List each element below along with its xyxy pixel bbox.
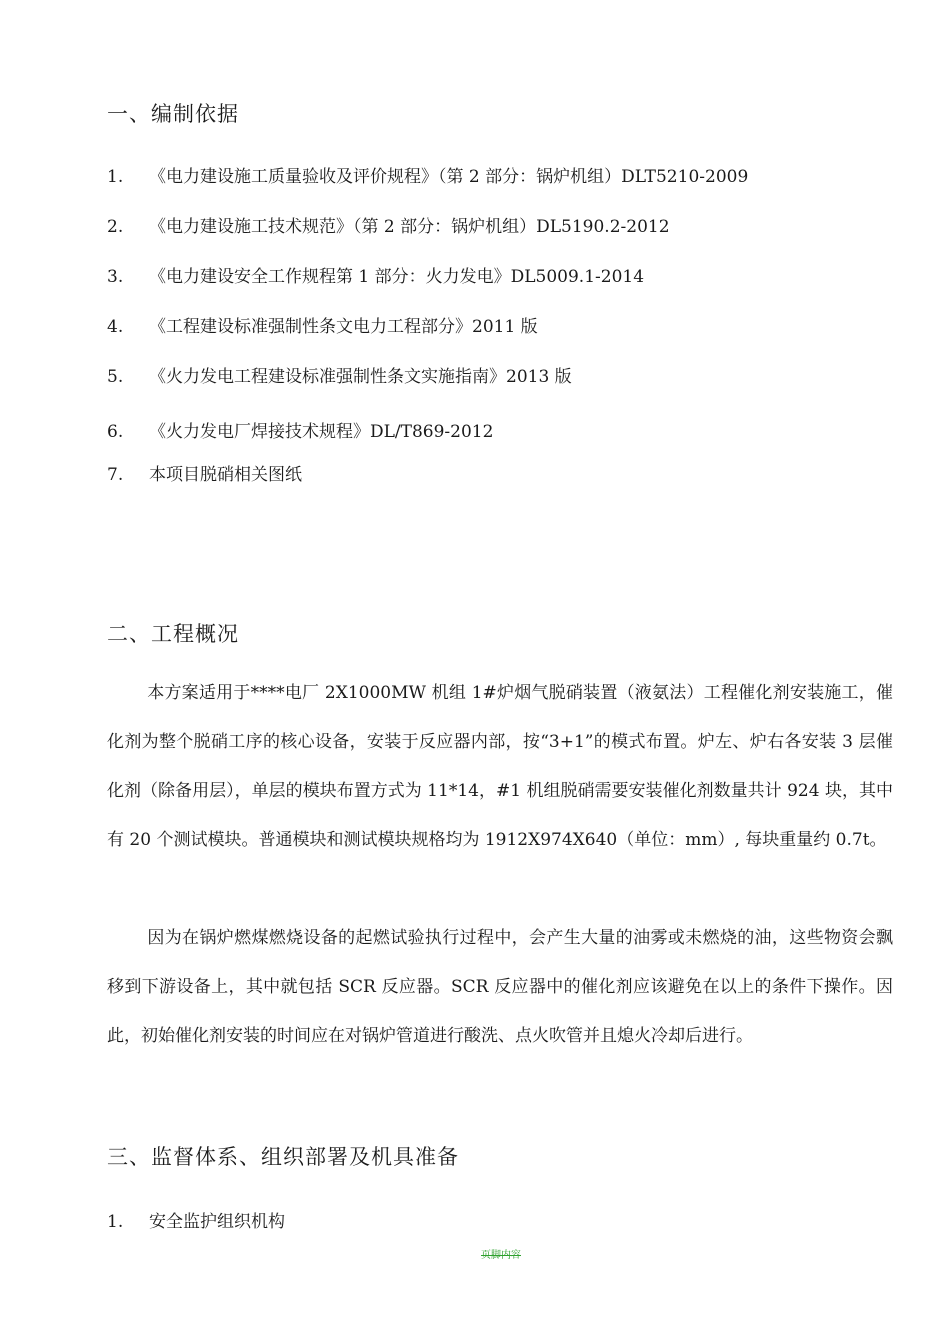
- list-item-text: 《电力建设安全工作规程第 1 部分：火力发电》DL5009.1-2014: [149, 267, 645, 287]
- section2-heading: 二、工程概况: [107, 622, 239, 646]
- paragraph: [107, 669, 893, 865]
- section1-heading: 一、编制依据: [107, 102, 239, 126]
- list-item: [107, 460, 302, 485]
- list-item-text: 《火力发电厂焊接技术规程》DL/T869-2012: [149, 422, 494, 442]
- list-item: [107, 312, 538, 337]
- list-item-text: 《电力建设施工技术规范》（第 2 部分：锅炉机组）DL5190.2-2012: [149, 217, 670, 237]
- list-item-number: 6.: [107, 422, 124, 442]
- section3-heading: 三、监督体系、组织部署及机具准备: [107, 1145, 459, 1169]
- list-item-number: 7.: [107, 465, 124, 485]
- list-item-number: 4.: [107, 317, 124, 337]
- list-item-text: 《工程建设标准强制性条文电力工程部分》2011 版: [149, 317, 538, 337]
- list-item-text: 本项目脱硝相关图纸: [149, 465, 302, 485]
- list-item-text: 《火力发电工程建设标准强制性条文实施指南》2013 版: [149, 367, 572, 387]
- list-item: [107, 212, 670, 237]
- list-item-number: 1.: [107, 167, 124, 187]
- list-item-text: 安全监护组织机构: [149, 1212, 285, 1232]
- list-item: [107, 162, 748, 187]
- paragraph-text: 本方案适用于****电厂 2X1000MW 机组 1#炉烟气脱硝装置（液氨法）工程催化剂安装施工，催化剂为整个脱硝工序的核心设备，安装于反应器内部，按“3+1”的模式布置。炉左、炉右各安装 3 层催化剂（除备用层），单层的模块布置方式为 11*14，#1 机组脱硝需要安装催化剂数量共计 924 块，其中有 20 个测试模块。普通模块和测试模块规格均为 1912X974X640（单位：mm）, 每块重量约 0.7t。: [107, 683, 893, 850]
- list-item: [107, 417, 493, 442]
- list-item-number: 5.: [107, 367, 124, 387]
- list-item-number: 2.: [107, 217, 124, 237]
- list-item-number: 1.: [107, 1212, 124, 1232]
- list-item-text: 《电力建设施工质量验收及评价规程》（第 2 部分：锅炉机组）DLT5210-2009: [149, 167, 749, 187]
- paragraph: [107, 914, 893, 1061]
- paragraph-text: 因为在锅炉燃煤燃烧设备的起燃试验执行过程中，会产生大量的油雾或未燃烧的油，这些物资会飘移到下游设备上，其中就包括 SCR 反应器。SCR 反应器中的催化剂应该避免在以上的条件下操作。因此，初始催化剂安装的时间应在对锅炉管道进行酸洗、点火吹管并且熄火冷却后进行。: [107, 928, 893, 1046]
- list-item: [107, 262, 644, 287]
- list-item: [107, 1207, 285, 1232]
- list-item-number: 3.: [107, 267, 124, 287]
- list-item: [107, 362, 572, 387]
- page-footer: 页脚内容: [481, 1250, 521, 1261]
